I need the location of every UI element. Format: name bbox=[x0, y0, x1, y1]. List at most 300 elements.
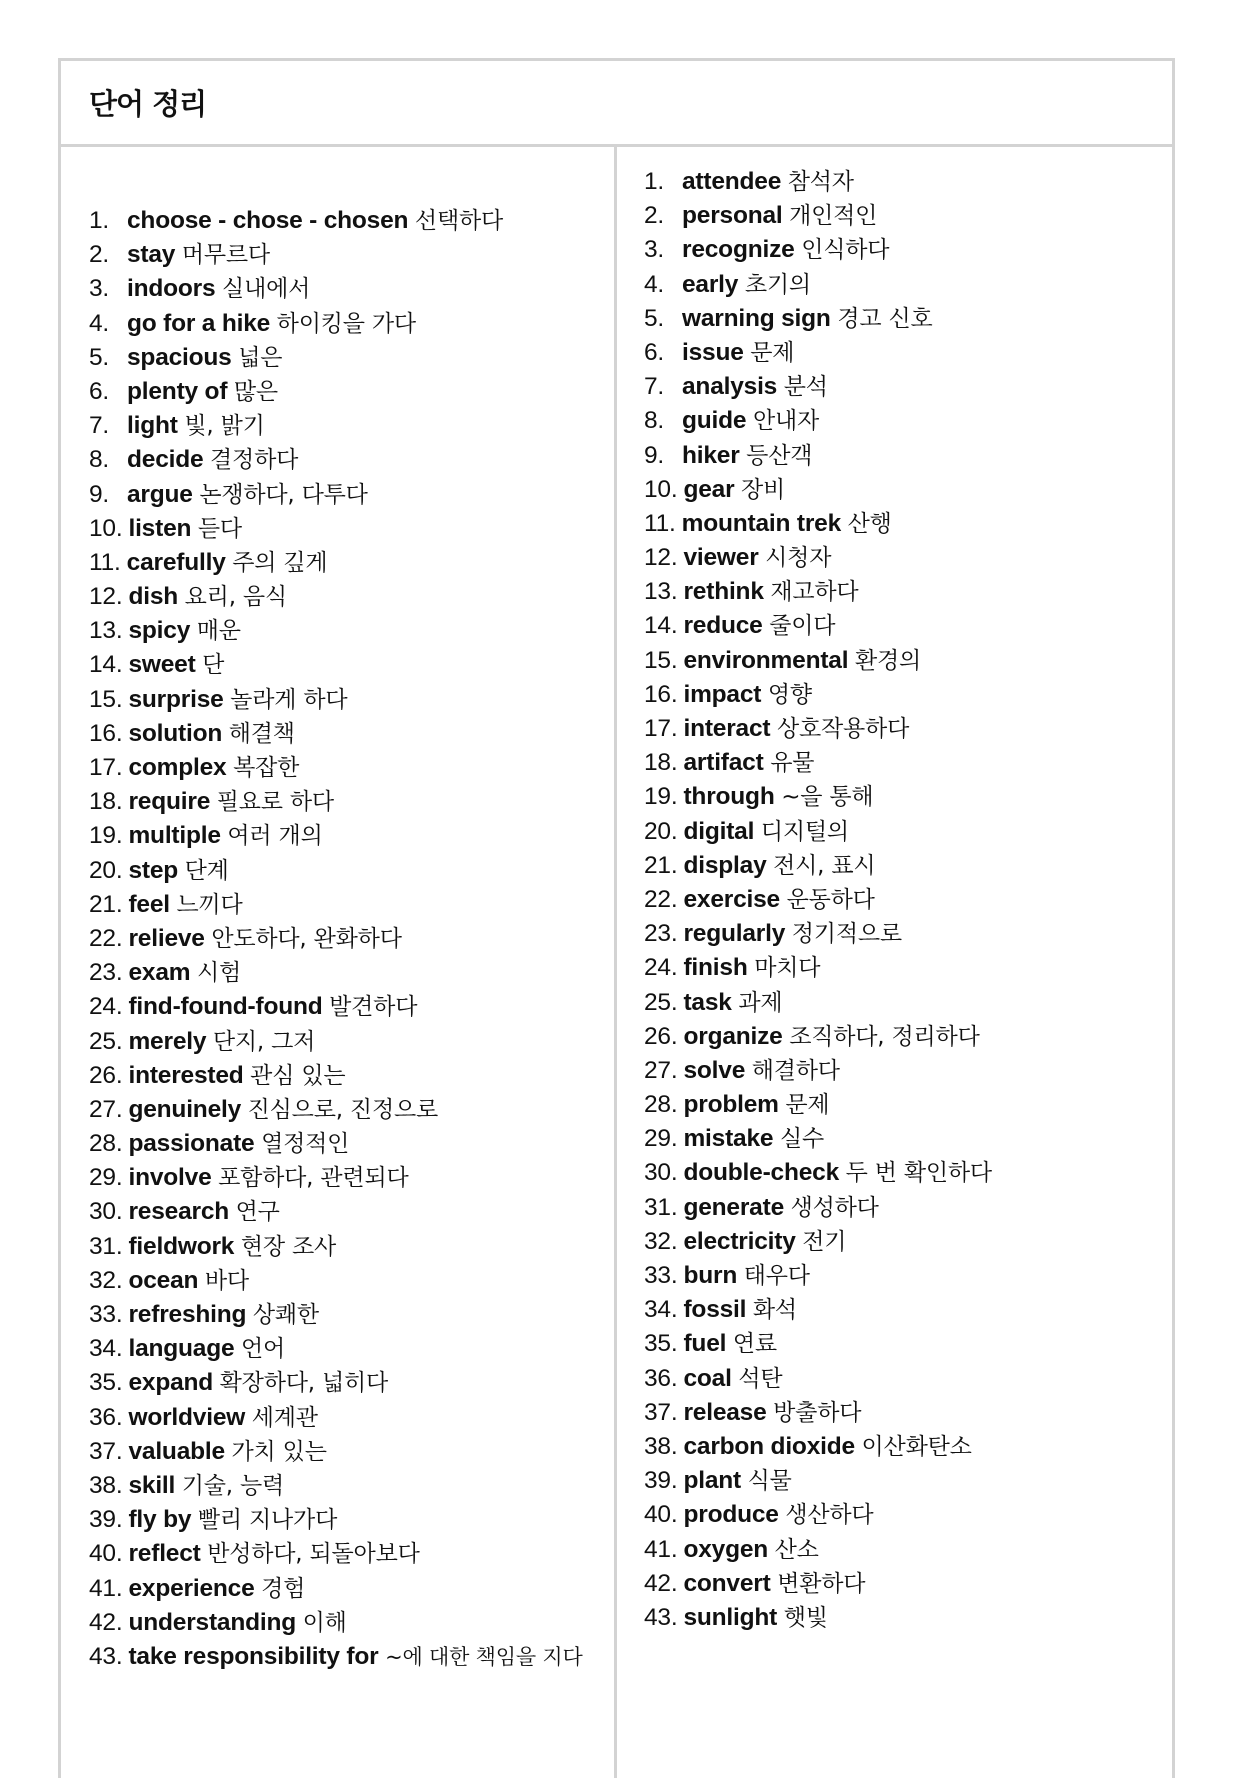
english-word: require bbox=[128, 788, 211, 816]
korean-meaning: 확장하다, 넓히다 bbox=[219, 1370, 389, 1397]
korean-meaning: 상호작용하다 bbox=[776, 716, 910, 742]
vocab-item bbox=[89, 272, 614, 306]
item-number: 13. bbox=[644, 578, 678, 606]
korean-meaning: 매운 bbox=[196, 618, 241, 645]
item-number: 17. bbox=[89, 754, 123, 781]
item-number: 2. bbox=[89, 241, 110, 269]
vocab-item bbox=[89, 1127, 614, 1161]
item-number: 23. bbox=[644, 920, 678, 948]
vocab-item bbox=[89, 717, 614, 751]
right-column bbox=[617, 147, 1172, 1778]
english-word: gear bbox=[683, 475, 735, 503]
english-word: relieve bbox=[128, 924, 205, 952]
vocab-item bbox=[644, 815, 1172, 849]
english-word: interact bbox=[683, 715, 771, 742]
vocab-item bbox=[89, 238, 614, 272]
english-word: genuinely bbox=[128, 1095, 242, 1123]
item-number: 9. bbox=[89, 480, 110, 508]
english-word: convert bbox=[683, 1569, 771, 1597]
korean-meaning: 느끼다 bbox=[176, 891, 243, 918]
vocab-item bbox=[644, 1601, 1172, 1635]
english-word: indoors bbox=[127, 275, 216, 303]
vocab-item bbox=[89, 1401, 614, 1435]
english-word: task bbox=[683, 988, 732, 1016]
vocab-table bbox=[58, 58, 1175, 1778]
english-word: burn bbox=[683, 1262, 738, 1289]
vocab-item bbox=[644, 268, 1172, 302]
english-word: refreshing bbox=[128, 1301, 247, 1328]
korean-meaning: 필요로 하다 bbox=[216, 789, 334, 816]
vocab-item bbox=[644, 1225, 1172, 1259]
vocab-item bbox=[644, 986, 1172, 1020]
item-number: 12. bbox=[644, 544, 678, 572]
english-word: electricity bbox=[683, 1227, 796, 1255]
english-word: through bbox=[683, 783, 775, 811]
korean-meaning: 결정하다 bbox=[210, 447, 299, 474]
vocab-item bbox=[89, 1195, 614, 1229]
item-number: 4. bbox=[644, 270, 665, 298]
english-word: exercise bbox=[683, 885, 780, 913]
english-word: produce bbox=[683, 1501, 779, 1529]
vocab-item bbox=[644, 404, 1172, 438]
item-number: 16. bbox=[89, 719, 123, 747]
item-number: 22. bbox=[644, 885, 678, 913]
item-number: 42. bbox=[644, 1569, 678, 1597]
item-number: 37. bbox=[644, 1398, 678, 1426]
item-number: 1. bbox=[644, 168, 665, 195]
vocab-item bbox=[89, 1161, 614, 1195]
item-number: 30. bbox=[89, 1198, 123, 1226]
vocab-item bbox=[89, 819, 614, 853]
vocab-item bbox=[89, 1640, 614, 1674]
korean-meaning: 식물 bbox=[747, 1468, 792, 1495]
vocab-item bbox=[89, 443, 614, 477]
english-word: artifact bbox=[683, 749, 764, 777]
vocab-item bbox=[644, 883, 1172, 917]
korean-meaning: 초기의 bbox=[744, 271, 811, 298]
english-word: display bbox=[683, 851, 767, 879]
item-number: 43. bbox=[644, 1603, 678, 1631]
english-word: involve bbox=[128, 1164, 212, 1192]
vocab-item bbox=[89, 854, 614, 888]
vocab-item bbox=[644, 507, 1172, 541]
korean-meaning: 바다 bbox=[204, 1267, 249, 1294]
english-word: rethink bbox=[683, 578, 764, 606]
korean-meaning: 유물 bbox=[770, 750, 815, 777]
vocab-item bbox=[644, 1567, 1172, 1601]
english-word: argue bbox=[127, 480, 193, 508]
english-word: regularly bbox=[683, 920, 786, 948]
vocab-item bbox=[644, 541, 1172, 575]
vocab-item bbox=[89, 751, 614, 785]
korean-meaning: 석탄 bbox=[738, 1365, 783, 1392]
korean-meaning: 이해 bbox=[302, 1609, 347, 1636]
english-word: attendee bbox=[682, 168, 782, 195]
item-number: 22. bbox=[89, 924, 123, 952]
vocab-item bbox=[89, 683, 614, 717]
item-number: 40. bbox=[644, 1501, 678, 1529]
vocab-item bbox=[89, 204, 614, 238]
item-number: 41. bbox=[89, 1574, 123, 1602]
item-number: 27. bbox=[644, 1056, 678, 1084]
item-number: 8. bbox=[89, 446, 110, 474]
vocab-item bbox=[644, 302, 1172, 336]
english-word: worldview bbox=[128, 1403, 246, 1431]
english-word: valuable bbox=[128, 1437, 225, 1465]
item-number: 10. bbox=[89, 514, 123, 542]
korean-meaning: 머무르다 bbox=[181, 242, 270, 269]
vocab-item bbox=[89, 478, 614, 512]
korean-meaning: 재고하다 bbox=[770, 579, 859, 606]
item-number: 6. bbox=[89, 377, 110, 405]
korean-meaning: 안내자 bbox=[752, 408, 820, 435]
english-word: stay bbox=[127, 241, 176, 269]
english-word: fieldwork bbox=[128, 1232, 235, 1260]
korean-meaning: 빨리 지나가다 bbox=[197, 1507, 338, 1534]
item-number: 24. bbox=[89, 993, 123, 1021]
vocab-item bbox=[644, 1020, 1172, 1054]
english-word: feel bbox=[128, 890, 170, 918]
english-word: oxygen bbox=[683, 1535, 769, 1563]
korean-meaning: 디지털의 bbox=[760, 818, 849, 845]
korean-meaning: 산행 bbox=[847, 510, 892, 537]
korean-meaning: 산소 bbox=[774, 1536, 819, 1563]
english-word: complex bbox=[128, 754, 227, 781]
item-number: 7. bbox=[89, 412, 110, 440]
vocab-item bbox=[644, 1156, 1172, 1190]
right-vocab-list bbox=[644, 165, 1172, 1635]
item-number: 10. bbox=[644, 475, 678, 503]
item-number: 15. bbox=[89, 685, 123, 713]
vocab-item bbox=[644, 644, 1172, 678]
english-word: decide bbox=[127, 446, 204, 474]
item-number: 14. bbox=[89, 651, 123, 679]
korean-meaning: 복잡한 bbox=[233, 755, 300, 781]
korean-meaning: 단지, 그저 bbox=[212, 1028, 316, 1055]
english-word: carbon dioxide bbox=[683, 1432, 855, 1460]
english-word: double-check bbox=[683, 1159, 839, 1187]
vocab-item bbox=[644, 780, 1172, 814]
english-word: expand bbox=[128, 1369, 214, 1397]
english-word: skill bbox=[128, 1471, 176, 1499]
item-number: 33. bbox=[89, 1301, 123, 1328]
vocab-item bbox=[644, 1464, 1172, 1498]
korean-meaning: 환경의 bbox=[854, 647, 921, 674]
item-number: 1. bbox=[89, 207, 110, 234]
item-number: 11. bbox=[644, 509, 676, 537]
vocab-item bbox=[644, 473, 1172, 507]
korean-meaning: 많은 bbox=[233, 378, 278, 405]
vocab-item bbox=[89, 1059, 614, 1093]
item-number: 39. bbox=[644, 1467, 678, 1495]
english-word: guide bbox=[682, 407, 747, 435]
vocab-item bbox=[644, 1533, 1172, 1567]
english-word: carefully bbox=[126, 548, 226, 576]
item-number: 35. bbox=[89, 1369, 123, 1397]
vocab-item bbox=[89, 512, 614, 546]
korean-meaning: 놀라게 하다 bbox=[230, 686, 348, 713]
item-number: 34. bbox=[644, 1296, 678, 1324]
korean-meaning: 언어 bbox=[241, 1336, 286, 1363]
vocab-item bbox=[89, 785, 614, 819]
vocab-item bbox=[644, 1327, 1172, 1361]
korean-meaning: 포함하다, 관련되다 bbox=[218, 1165, 409, 1192]
korean-meaning: 방출하다 bbox=[773, 1399, 862, 1426]
korean-meaning: 세계관 bbox=[251, 1404, 318, 1431]
korean-meaning: 문제 bbox=[750, 339, 795, 366]
item-number: 14. bbox=[644, 612, 678, 640]
item-number: 20. bbox=[89, 856, 123, 884]
english-word: interested bbox=[128, 1061, 244, 1089]
vocab-item bbox=[89, 614, 614, 648]
korean-meaning: 운동하다 bbox=[786, 886, 875, 913]
korean-meaning: 변환하다 bbox=[777, 1570, 866, 1597]
item-number: 25. bbox=[89, 1027, 123, 1055]
vocab-item bbox=[89, 546, 614, 580]
item-number: 17. bbox=[644, 715, 678, 742]
english-word: surprise bbox=[128, 685, 224, 713]
korean-meaning: 이산화탄소 bbox=[861, 1433, 972, 1460]
korean-meaning: 주의 깊게 bbox=[232, 549, 328, 576]
korean-meaning: 여러 개의 bbox=[227, 823, 323, 850]
vocab-item bbox=[89, 1230, 614, 1264]
english-word: choose - chose - chosen bbox=[127, 207, 409, 234]
item-number: 21. bbox=[644, 851, 678, 879]
korean-meaning: ~에 대한 책임을 지다 bbox=[385, 1644, 583, 1669]
english-word: issue bbox=[682, 338, 744, 366]
item-number: 3. bbox=[89, 275, 110, 303]
english-word: plenty of bbox=[127, 377, 228, 405]
english-word: go for a hike bbox=[127, 309, 271, 337]
item-number: 19. bbox=[644, 783, 678, 811]
item-number: 18. bbox=[89, 788, 123, 816]
item-number: 25. bbox=[644, 988, 678, 1016]
vocab-item bbox=[644, 712, 1172, 746]
vocab-item bbox=[89, 1332, 614, 1366]
english-word: fuel bbox=[683, 1330, 727, 1358]
korean-meaning: 넓은 bbox=[238, 344, 283, 371]
korean-meaning: 시청자 bbox=[765, 545, 832, 572]
english-word: viewer bbox=[683, 544, 759, 572]
vocab-item bbox=[644, 575, 1172, 609]
table-body bbox=[61, 147, 1172, 1778]
korean-meaning: 논쟁하다, 다투다 bbox=[199, 481, 368, 508]
item-number: 32. bbox=[89, 1266, 123, 1294]
vocab-item bbox=[644, 199, 1172, 233]
korean-meaning: 경험 bbox=[261, 1575, 306, 1602]
english-word: listen bbox=[128, 514, 192, 542]
english-word: finish bbox=[683, 954, 748, 982]
english-word: release bbox=[683, 1398, 767, 1426]
korean-meaning: 등산객 bbox=[746, 442, 813, 469]
vocab-item bbox=[644, 1362, 1172, 1396]
item-number: 43. bbox=[89, 1642, 123, 1670]
vocab-item bbox=[89, 888, 614, 922]
english-word: environmental bbox=[683, 646, 849, 674]
item-number: 26. bbox=[89, 1061, 123, 1089]
english-word: merely bbox=[128, 1027, 207, 1055]
item-number: 11. bbox=[89, 548, 121, 576]
korean-meaning: 기술, 능력 bbox=[181, 1472, 285, 1499]
vocab-item bbox=[644, 609, 1172, 643]
item-number: 9. bbox=[644, 441, 665, 469]
english-word: mistake bbox=[683, 1125, 774, 1153]
item-number: 36. bbox=[89, 1403, 123, 1431]
korean-meaning: 발견하다 bbox=[329, 994, 418, 1021]
korean-meaning: ~을 통해 bbox=[781, 784, 874, 811]
korean-meaning: 해결하다 bbox=[751, 1057, 840, 1084]
english-word: research bbox=[128, 1198, 230, 1226]
english-word: solution bbox=[128, 719, 223, 747]
item-number: 21. bbox=[89, 890, 123, 918]
english-word: spicy bbox=[128, 617, 191, 645]
english-word: reduce bbox=[683, 612, 763, 640]
english-word: analysis bbox=[682, 373, 778, 401]
item-number: 7. bbox=[644, 373, 665, 401]
english-word: ocean bbox=[128, 1266, 199, 1294]
item-number: 18. bbox=[644, 749, 678, 777]
korean-meaning: 실내에서 bbox=[222, 276, 311, 303]
vocab-item bbox=[644, 746, 1172, 780]
item-number: 12. bbox=[89, 583, 123, 611]
korean-meaning: 태우다 bbox=[743, 1263, 810, 1289]
vocab-item bbox=[89, 956, 614, 990]
english-word: experience bbox=[128, 1574, 255, 1602]
vocab-item bbox=[89, 1366, 614, 1400]
item-number: 34. bbox=[89, 1335, 123, 1363]
korean-meaning: 햇빛 bbox=[783, 1604, 828, 1631]
english-word: understanding bbox=[128, 1608, 297, 1636]
korean-meaning: 분석 bbox=[783, 374, 828, 401]
korean-meaning: 관심 있는 bbox=[250, 1062, 346, 1089]
table-header bbox=[61, 61, 1172, 147]
korean-meaning: 상쾌한 bbox=[252, 1302, 319, 1328]
vocab-item bbox=[89, 1572, 614, 1606]
korean-meaning: 진심으로, 진정으로 bbox=[247, 1096, 439, 1123]
vocab-item bbox=[89, 1093, 614, 1127]
left-vocab-list bbox=[89, 204, 614, 1674]
korean-meaning: 연구 bbox=[235, 1199, 280, 1226]
vocab-item bbox=[644, 917, 1172, 951]
vocab-item bbox=[89, 1298, 614, 1332]
left-column bbox=[61, 147, 617, 1778]
english-word: sunlight bbox=[683, 1603, 778, 1631]
vocab-item bbox=[644, 1498, 1172, 1532]
item-number: 24. bbox=[644, 954, 678, 982]
vocab-item bbox=[644, 1122, 1172, 1156]
korean-meaning: 줄이다 bbox=[769, 613, 836, 640]
vocab-item bbox=[644, 165, 1172, 199]
korean-meaning: 과제 bbox=[738, 989, 783, 1016]
korean-meaning: 실수 bbox=[779, 1126, 824, 1153]
vocab-item bbox=[644, 1054, 1172, 1088]
item-number: 39. bbox=[89, 1506, 123, 1534]
korean-meaning: 생성하다 bbox=[790, 1194, 879, 1221]
vocab-item bbox=[89, 1606, 614, 1640]
item-number: 29. bbox=[644, 1125, 678, 1153]
vocab-item bbox=[89, 307, 614, 341]
vocab-item bbox=[89, 341, 614, 375]
korean-meaning: 단 bbox=[202, 652, 225, 679]
vocab-item bbox=[644, 1191, 1172, 1225]
korean-meaning: 두 번 확인하다 bbox=[845, 1160, 992, 1187]
korean-meaning: 참석자 bbox=[787, 169, 854, 195]
item-number: 15. bbox=[644, 646, 678, 674]
english-word: digital bbox=[683, 817, 755, 845]
vocab-item bbox=[89, 1264, 614, 1298]
vocab-item bbox=[644, 370, 1172, 404]
vocab-item bbox=[644, 849, 1172, 883]
item-number: 2. bbox=[644, 202, 665, 230]
korean-meaning: 경고 신호 bbox=[837, 305, 933, 332]
item-number: 31. bbox=[644, 1193, 678, 1221]
vocab-item bbox=[89, 648, 614, 682]
korean-meaning: 영향 bbox=[767, 681, 812, 708]
korean-meaning: 단계 bbox=[184, 857, 229, 884]
item-number: 6. bbox=[644, 338, 665, 366]
english-word: recognize bbox=[682, 236, 795, 264]
vocab-item bbox=[89, 1025, 614, 1059]
english-word: exam bbox=[128, 959, 191, 987]
item-number: 23. bbox=[89, 959, 123, 987]
item-number: 13. bbox=[89, 617, 123, 645]
korean-meaning: 선택하다 bbox=[414, 208, 503, 234]
item-number: 26. bbox=[644, 1022, 678, 1050]
korean-meaning: 전기 bbox=[802, 1228, 847, 1255]
vocab-item bbox=[644, 1293, 1172, 1327]
vocab-item bbox=[89, 1537, 614, 1571]
english-word: reflect bbox=[128, 1540, 201, 1568]
item-number: 28. bbox=[644, 1091, 678, 1119]
english-word: step bbox=[128, 856, 179, 884]
vocab-item bbox=[89, 1503, 614, 1537]
korean-meaning: 가치 있는 bbox=[231, 1438, 327, 1465]
english-word: solve bbox=[683, 1056, 746, 1084]
item-number: 37. bbox=[89, 1437, 123, 1465]
item-number: 16. bbox=[644, 680, 678, 708]
english-word: fly by bbox=[128, 1506, 192, 1534]
vocab-item bbox=[89, 375, 614, 409]
korean-meaning: 요리, 음식 bbox=[184, 584, 287, 611]
item-number: 28. bbox=[89, 1130, 123, 1158]
english-word: impact bbox=[683, 680, 762, 708]
korean-meaning: 시험 bbox=[196, 960, 241, 987]
korean-meaning: 인식하다 bbox=[801, 237, 890, 264]
item-number: 41. bbox=[644, 1535, 678, 1563]
korean-meaning: 화석 bbox=[752, 1297, 797, 1324]
korean-meaning: 현장 조사 bbox=[240, 1233, 337, 1260]
korean-meaning: 개인적인 bbox=[789, 203, 878, 230]
english-word: hiker bbox=[682, 441, 740, 469]
english-word: warning sign bbox=[682, 304, 831, 332]
item-number: 40. bbox=[89, 1540, 123, 1568]
english-word: generate bbox=[683, 1193, 784, 1221]
english-word: passionate bbox=[128, 1130, 255, 1158]
item-number: 38. bbox=[89, 1471, 123, 1499]
vocab-item bbox=[644, 439, 1172, 473]
item-number: 5. bbox=[644, 304, 665, 332]
korean-meaning: 마치다 bbox=[754, 955, 821, 982]
item-number: 42. bbox=[89, 1608, 123, 1636]
vocab-item bbox=[89, 1469, 614, 1503]
korean-meaning: 문제 bbox=[785, 1092, 830, 1119]
english-word: spacious bbox=[127, 343, 232, 371]
item-number: 8. bbox=[644, 407, 665, 435]
english-word: sweet bbox=[128, 651, 196, 679]
item-number: 32. bbox=[644, 1227, 678, 1255]
korean-meaning: 반성하다, 되돌아보다 bbox=[207, 1541, 420, 1568]
english-word: early bbox=[682, 270, 739, 298]
